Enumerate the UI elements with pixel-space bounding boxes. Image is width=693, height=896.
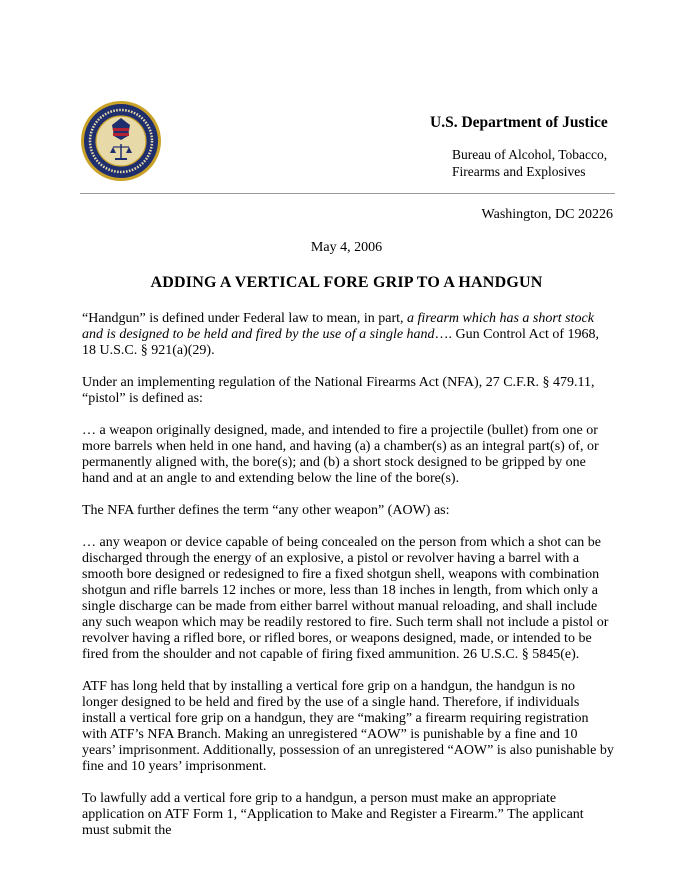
paragraph-pistol-intro: Under an implementing regulation of the National Firearms Act (NFA), 27 C.F.R. § 479.11, “pistol” is defined as:	[82, 375, 595, 406]
atf-seal-logo	[80, 100, 162, 182]
quoted-definition: a firearm which has a short stock and is designed to be held and fired by the use of a single hand	[82, 311, 594, 342]
paragraph-aow-definition: … any weapon or device capable of being concealed on the person from which a shot can be discharged through the energy of an explosive, a pistol or revolver having a barrel with a smooth bore designed or redesigned to fire a fixed shotgun shell, weapons with combination shotgun and rifle barrels 12 inches or more, less than 18 inches in length, from which only a single discharge can be made from either barrel without manual reloading, and shall include any such weapon which may be readily restored to fire. Such term shall not include a pistol or revolver having a rifled bore, or rifled bores, or weapons designed, made, or intended to be fired from the shoulder and not capable of firing fixed ammunition. 26 U.S.C. § 5845(e).	[82, 535, 609, 662]
scales-base	[115, 158, 127, 160]
bureau-line-1: Bureau of Alcohol, Tobacco,	[452, 147, 608, 162]
paragraph-text: “Handgun” is defined under Federal law to mean, in part,	[82, 311, 408, 326]
paragraph-aow-intro: The NFA further defines the term “any other weapon” (AOW) as:	[82, 503, 450, 518]
paragraph-handgun-definition	[82, 311, 614, 359]
office-location: Washington, DC 20226	[481, 207, 613, 222]
document-body	[82, 311, 614, 839]
document-title: ADDING A VERTICAL FORE GRIP TO A HANDGUN	[150, 274, 543, 291]
paragraph-atf-position: ATF has long held that by installing a vertical fore grip on a handgun, the handgun is no longer designed to be held and fired by the use of a single hand. Therefore, if individuals install a vertical fore grip on a handgun, they are “making” a firearm requiring registration with ATF’s NFA Branch. Making an unregistered “AOW” is punishable by a fine and 10 years’ imprisonment. Additionally, possession of an unregistered “AOW” is also punishable by fine and 10 years’ imprisonment.	[82, 679, 614, 774]
bureau-line-2: Firearms and Explosives	[452, 164, 586, 179]
document-date: May 4, 2006	[310, 240, 383, 255]
letterhead-divider	[80, 193, 615, 194]
bureau-name	[452, 146, 607, 180]
paragraph-pistol-definition: … a weapon originally designed, made, and intended to fire a projectile (bullet) from one or more barrels when held in one hand, and having (a) a chamber(s) as an integral part(s) of, or permanently aligned with, the bore(s); and (b) a short stock designed to be gripped by one hand and at an angle to and extending below the line of the bore(s).	[82, 423, 599, 486]
seal-stripe	[113, 133, 129, 136]
seal-stripe	[113, 128, 129, 131]
citation-text: …. Gun Control Act of 1968, 18 U.S.C. § 921(a)(29).	[82, 327, 600, 358]
department-name: U.S. Department of Justice	[430, 114, 608, 131]
paragraph-lawful-addition: To lawfully add a vertical fore grip to a handgun, a person must make an appropriate application on ATF Form 1, “Application to Make and Register a Firearm.” The applicant must submit the	[82, 791, 584, 838]
